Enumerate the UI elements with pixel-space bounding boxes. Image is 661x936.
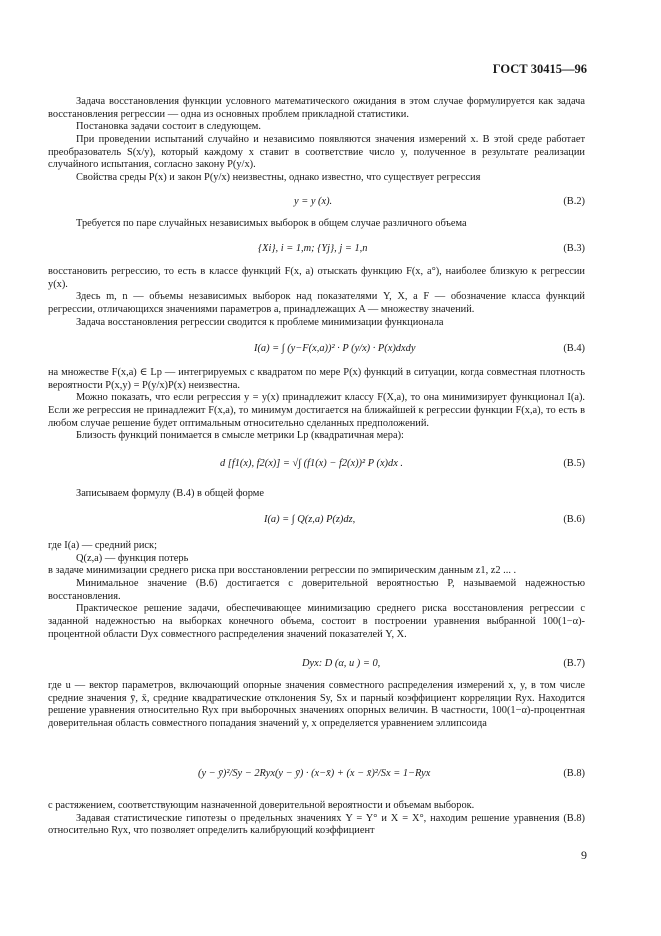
formula-number: (В.4) — [563, 343, 585, 354]
text-block-5 — [48, 488, 585, 501]
paragraph: При проведении испытаний случайно и независимо появляются значения измерений x. В этой среде работает преобразователь S(x/y), который каждому x ставит в соответствие число y, полученное в результате реализации случайного испытания, согласно закону P(y/x). — [48, 134, 585, 171]
paragraph: в задаче минимизации среднего риска при восстановлении регрессии по эмпирическим данным z1, z2 ... . — [48, 565, 517, 577]
paragraph: Задача восстановления функции условного математического ожидания в этом случае формулируется как задача восстановления регрессии — одна из основных проблем прикладной статистики. — [48, 96, 585, 120]
paragraph: Минимальное значение (В.6) достигается с доверительной вероятностью P, называемой надежностью восстановления. — [48, 578, 585, 602]
formula-expression: I(a) = ∫ (y−F(x,a))² · P (y/x) · P(x)dxdy — [254, 343, 416, 354]
paragraph: Q(z,a) — функция потерь — [76, 552, 189, 564]
paragraph: Можно показать, что если регрессия y = y(x) принадлежит классу F(X,a), то она минимизирует функционал I(a). Если же регрессия не принадлежит F(x,a), то минимум достигается на ближайшей к регрессии функции F(x,a), то есть в любом случае решение будет оптимальным относительно сделанных предположений. — [48, 392, 585, 429]
paragraph: Практическое решение задачи, обеспечивающее минимизацию среднего риска восстановления регрессии с заданной надежностью на выборках конечного объема, состоит в построении уравнения выбранной 100(1−α)-процентной области Dyx совместного распределения значений показателей Y, X. — [48, 603, 585, 640]
paragraph: Близость функций понимается в смысле метрики Lp (квадратичная мера): — [76, 430, 404, 442]
paragraph: Здесь m, n — объемы независимых выборок над показателями Y, X, а F — обозначение класса функций регрессии, отличающихся значениями параметров a, принадлежащих A — множеству значений. — [48, 291, 585, 316]
paragraph: с растяжением, соответствующим назначенной доверительной вероятности и объемам выборок. — [48, 800, 475, 811]
formula-number: (В.6) — [563, 514, 585, 525]
formula-b7 — [48, 658, 585, 676]
paragraph: Записываем формулу (В.4) в общей форме — [76, 488, 264, 499]
text-block-7 — [48, 680, 585, 731]
formula-b6 — [48, 514, 585, 532]
paragraph: на множестве F(x,a) ∈ Lp — интегрируемых с квадратом по мере P(x) функций в ситуации, когда совместная плотность вероятности P(x,y) = P(y/x)P(x) неизвестна. — [48, 367, 585, 391]
paragraph: Требуется по паре случайных независимых выборок в общем случае различного объема — [76, 218, 467, 229]
formula-expression: d [f1(x), f2(x)] = √∫ (f1(x) − f2(x))² P (x)dx . — [220, 458, 404, 469]
text-block-1 — [48, 96, 585, 185]
text-block-3 — [48, 266, 585, 329]
formula-number: (В.8) — [563, 768, 585, 779]
paragraph: Свойства среды P(x) и закон P(y/x) неизвестны, однако известно, что существует регрессия — [76, 172, 481, 184]
page-number: 9 — [581, 848, 587, 862]
paragraph: Постановка задачи состоит в следующем. — [76, 121, 261, 133]
formula-expression: (y − ȳ)²/Sy − 2Ryx(y − ȳ) · (x−x̄) + (x − x̄)²/Sx = 1−Ryx — [198, 768, 431, 779]
formula-number: (В.7) — [563, 658, 585, 669]
formula-number: (В.5) — [563, 458, 585, 469]
formula-b4 — [48, 343, 585, 361]
formula-number: (В.2) — [563, 196, 585, 207]
paragraph: где u — вектор параметров, включающий опорные значения совместного распределения измерений x, y, в том числе средние значения ȳ, x̄, средние квадратические отклонения Sy, Sx и парный коэффициент корреляции Ryx. Находится решение уравнения относительно Ryx при выборочных значениях опорных величин. В частности, 100(1−α)-процентная доверительная область совместного попадания значений y, x определяется уравнением эллипсоида — [48, 680, 585, 730]
formula-b5 — [48, 458, 585, 476]
formula-expression: I(a) = ∫ Q(z,a) P(z)dz, — [264, 514, 356, 525]
paragraph: восстановить регрессию, то есть в классе функций F(x, a) отыскать функцию F(x, a°), наиболее близкую к регрессии y(x). — [48, 266, 585, 290]
standard-header: ГОСТ 30415—96 — [492, 62, 587, 76]
text-block-4 — [48, 367, 585, 443]
paragraph: Задача восстановления регрессии сводится к проблеме минимизации функционала — [76, 316, 444, 328]
text-block-8 — [48, 800, 585, 838]
formula-number: (В.3) — [563, 243, 585, 254]
formula-b2 — [48, 196, 585, 214]
text-block-6 — [48, 540, 585, 642]
formula-b3 — [48, 243, 585, 261]
formula-expression: y = y (x). — [294, 196, 333, 207]
formula-expression: {Xi}, i = 1,m; {Yj}, j = 1,n — [258, 243, 368, 254]
text-block-2 — [48, 218, 585, 231]
formula-expression: Dyx: D (α, u ) = 0, — [302, 658, 381, 669]
formula-b8 — [48, 768, 585, 786]
paragraph: где I(a) — средний риск; — [48, 540, 157, 551]
paragraph: Задавая статистические гипотезы о предельных значениях Y = Y° и X = X°, находим решение уравнения (В.8) относительно Ryx, что позволяет определить калибрующий коэффициент — [48, 812, 585, 837]
